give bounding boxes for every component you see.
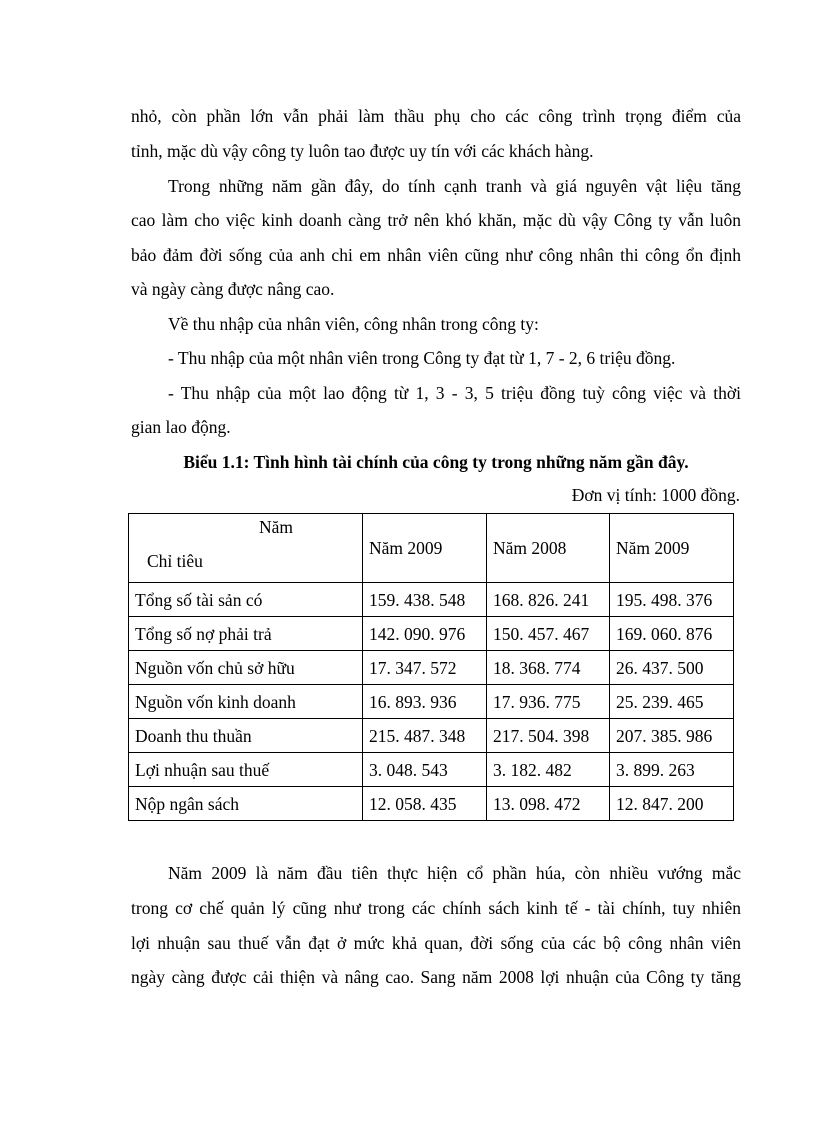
paragraph-2-line-4: và ngày càng được nâng cao. [131, 279, 335, 299]
table-cell: 12. 847. 200 [610, 787, 734, 821]
paragraph-2-line-2: cao làm cho việc kinh doanh càng trở nên khó khăn, mặc dù vậy Công ty vẫn luôn [131, 210, 741, 230]
corner-year-label: Năm [259, 517, 294, 537]
table-cell: 207. 385. 986 [610, 719, 734, 753]
table-cell: 215. 487. 348 [363, 719, 487, 753]
paragraph-4-line-1: Năm 2009 là năm đầu tiên thực hiện cổ phần húa, còn nhiều vướng mắc [168, 863, 741, 883]
row-label: Nguồn vốn chủ sở hữu [129, 651, 363, 685]
table-header-row [129, 514, 734, 583]
corner-indicator-label: Chỉ tiêu [147, 551, 203, 571]
row-label: Tổng số nợ phải trả [129, 617, 363, 651]
paragraph-4-line-3: lợi nhuận sau thuế vẫn đạt ở mức khả quan, đời sống của các bộ công nhân viên [131, 933, 741, 953]
table-corner-cell [129, 514, 363, 583]
row-label: Tổng số tài sản có [129, 583, 363, 617]
column-header: Năm 2008 [487, 514, 610, 583]
table-cell: 17. 347. 572 [363, 651, 487, 685]
column-header: Năm 2009 [610, 514, 734, 583]
table-cell: 159. 438. 548 [363, 583, 487, 617]
unit-note: Đơn vị tính: 1000 đồng. [571, 485, 740, 505]
table-cell: 17. 936. 775 [487, 685, 610, 719]
row-label: Lợi nhuận sau thuế [129, 753, 363, 787]
paragraph-4-line-2: trong cơ chế quản lý cũng như trong các chính sách kinh tế - tài chính, tuy nhiên [131, 898, 741, 918]
table-row [129, 617, 734, 651]
table-row [129, 753, 734, 787]
bullet-1-line-1: - Thu nhập của một nhân viên trong Công ty đạt từ 1, 7 - 2, 6 triệu đồng. [168, 348, 676, 368]
table-cell: 195. 498. 376 [610, 583, 734, 617]
bullet-2-line-2: gian lao động. [131, 417, 231, 437]
row-label: Nộp ngân sách [129, 787, 363, 821]
table-cell: 150. 457. 467 [487, 617, 610, 651]
table-cell: 26. 437. 500 [610, 651, 734, 685]
column-header: Năm 2009 [363, 514, 487, 583]
table-cell: 3. 899. 263 [610, 753, 734, 787]
table-cell: 3. 182. 482 [487, 753, 610, 787]
financial-table [128, 513, 734, 821]
table-row [129, 651, 734, 685]
table-row [129, 719, 734, 753]
paragraph-2-line-1: Trong những năm gần đây, do tính cạnh tranh và giá nguyên vật liệu tăng [168, 176, 741, 196]
paragraph-2-line-3: bảo đảm đời sống của anh chi em nhân viên cũng như công nhân thi công ổn định [131, 245, 741, 265]
table-cell: 16. 893. 936 [363, 685, 487, 719]
paragraph-4-line-4: ngày càng được cải thiện và nâng cao. Sang năm 2008 lợi nhuận của Công ty tăng [131, 967, 741, 987]
table-row [129, 787, 734, 821]
row-label: Doanh thu thuần [129, 719, 363, 753]
table-caption: Biểu 1.1: Tình hình tài chính của công ty trong những năm gần đây. [183, 452, 689, 472]
table-row [129, 685, 734, 719]
table-cell: 169. 060. 876 [610, 617, 734, 651]
table-cell: 3. 048. 543 [363, 753, 487, 787]
paragraph-3-line-1: Về thu nhập của nhân viên, công nhân trong công ty: [168, 314, 539, 334]
table-cell: 217. 504. 398 [487, 719, 610, 753]
table-cell: 142. 090. 976 [363, 617, 487, 651]
table-cell: 18. 368. 774 [487, 651, 610, 685]
paragraph-1-line-1: nhỏ, còn phần lớn vẫn phải làm thầu phụ cho các công trình trọng điểm của [131, 106, 741, 126]
table-cell: 25. 239. 465 [610, 685, 734, 719]
paragraph-1-line-2: tỉnh, mặc dù vậy công ty luôn tao được uy tín với các khách hàng. [131, 141, 594, 161]
bullet-2-line-1: - Thu nhập của một lao động từ 1, 3 - 3, 5 triệu đồng tuỳ công việc và thời [168, 383, 741, 403]
table-row [129, 583, 734, 617]
table-cell: 12. 058. 435 [363, 787, 487, 821]
table-cell: 13. 098. 472 [487, 787, 610, 821]
table-cell: 168. 826. 241 [487, 583, 610, 617]
row-label: Nguồn vốn kinh doanh [129, 685, 363, 719]
